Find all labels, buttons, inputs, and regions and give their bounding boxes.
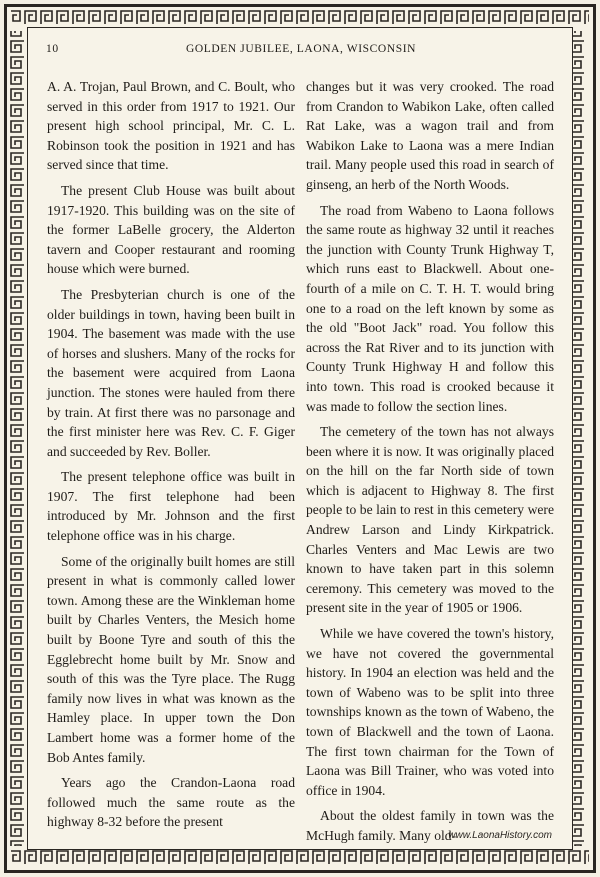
- paragraph: About the oldest family in town was the McHugh family. Many old-: [306, 808, 554, 843]
- paragraph: The Presbyterian church is one of the older buildings in town, having been built in 1904. The basement was made with the use of horses and slushers. Many of the rocks for the basement were acquired from Laona junction. The stones were hauled from there by train. At first there was no parsonage and the first minister here was Rev. C. F. Giger and succeeded by Rev. Boller.: [47, 286, 295, 459]
- right-column: [306, 77, 554, 852]
- paragraph: Years ago the Crandon-Laona road followed much the same route as the highway 8-32 before the present: [47, 775, 295, 830]
- paragraph: changes but it was very crooked. The road from Crandon to Wabikon Lake, often called Rat Lake, was a wagon trail and from Wabikon Lake to Laona was a mere Indian trail. Many people used this road in search of ginseng, an herb of the North Woods.: [306, 79, 554, 192]
- page-header: [46, 43, 556, 61]
- paragraph: The present Club House was built about 1917-1920. This building was on the site of the former LaBelle grocery, the Alderton tavern and Cooper restaurant and rooming house which were burned.: [47, 182, 295, 277]
- watermark-link[interactable]: www.LaonaHistory.com: [448, 830, 552, 841]
- paragraph: While we have covered the town's history, we have not covered the governmental history. In 1904 an election was held and the town of Wabeno was to be split into three townships known as the town of Wabeno, the town of Blackwell and the town of Laona. The first town chairman for the Town of Laona was Bill Trainer, who was voted into office in 1904.: [306, 626, 554, 798]
- paragraph: The cemetery of the town has not always been where it is now. It was originally placed on the hill on the far North side of town which is adjacent to Highway 8. The first people to be lain to rest in this cemetery were Andrew Larson and Lindy Kirkpatrick. Charles Venters and Mac Lewis are two known to have taken part in this solemn ceremony. This cemetery was moved to the present site in the year of 1905 or 1906.: [306, 424, 554, 616]
- paragraph: The road from Wabeno to Laona follows the same route as highway 32 until it reaches the junction with County Trunk Highway T, which runs east to Blackwell. About one-fourth of a mile on C. T. H. T. would bring one to a road on the left known by some as the old "Boot Jack" road. You follow this across the Rat River and to its junction with County Trunk Highway H and follow this into town. This road is crooked because it was made to follow the section lines.: [306, 202, 554, 414]
- running-title: GOLDEN JUBILEE, LAONA, WISCONSIN: [185, 43, 417, 55]
- page-number: 10: [46, 43, 59, 55]
- paragraph: A. A. Trojan, Paul Brown, and C. Boult, who served in this order from 1917 to 1921. Our present high school principal, Mr. C. L. Robinson took the position in 1921 and has served since that time.: [47, 79, 295, 173]
- left-column: [47, 77, 295, 838]
- paragraph: Some of the originally built homes are still present in what is commonly called lower town. Among these are the Winkleman home built by Charles Venters, the Mesich home built by Boone Tyre and south of this the Egglebrecht home built by Mr. Snow and south of this was the Tyre place. The Rugg family now lives in what was known as the Hamley place. In upper town the Don Lambert home was a former home of the Bob Antes family.: [47, 553, 295, 765]
- paragraph: The present telephone office was built in 1907. The first telephone had been introduced by Mr. Johnson and the first telephone office was in his charge.: [47, 469, 295, 544]
